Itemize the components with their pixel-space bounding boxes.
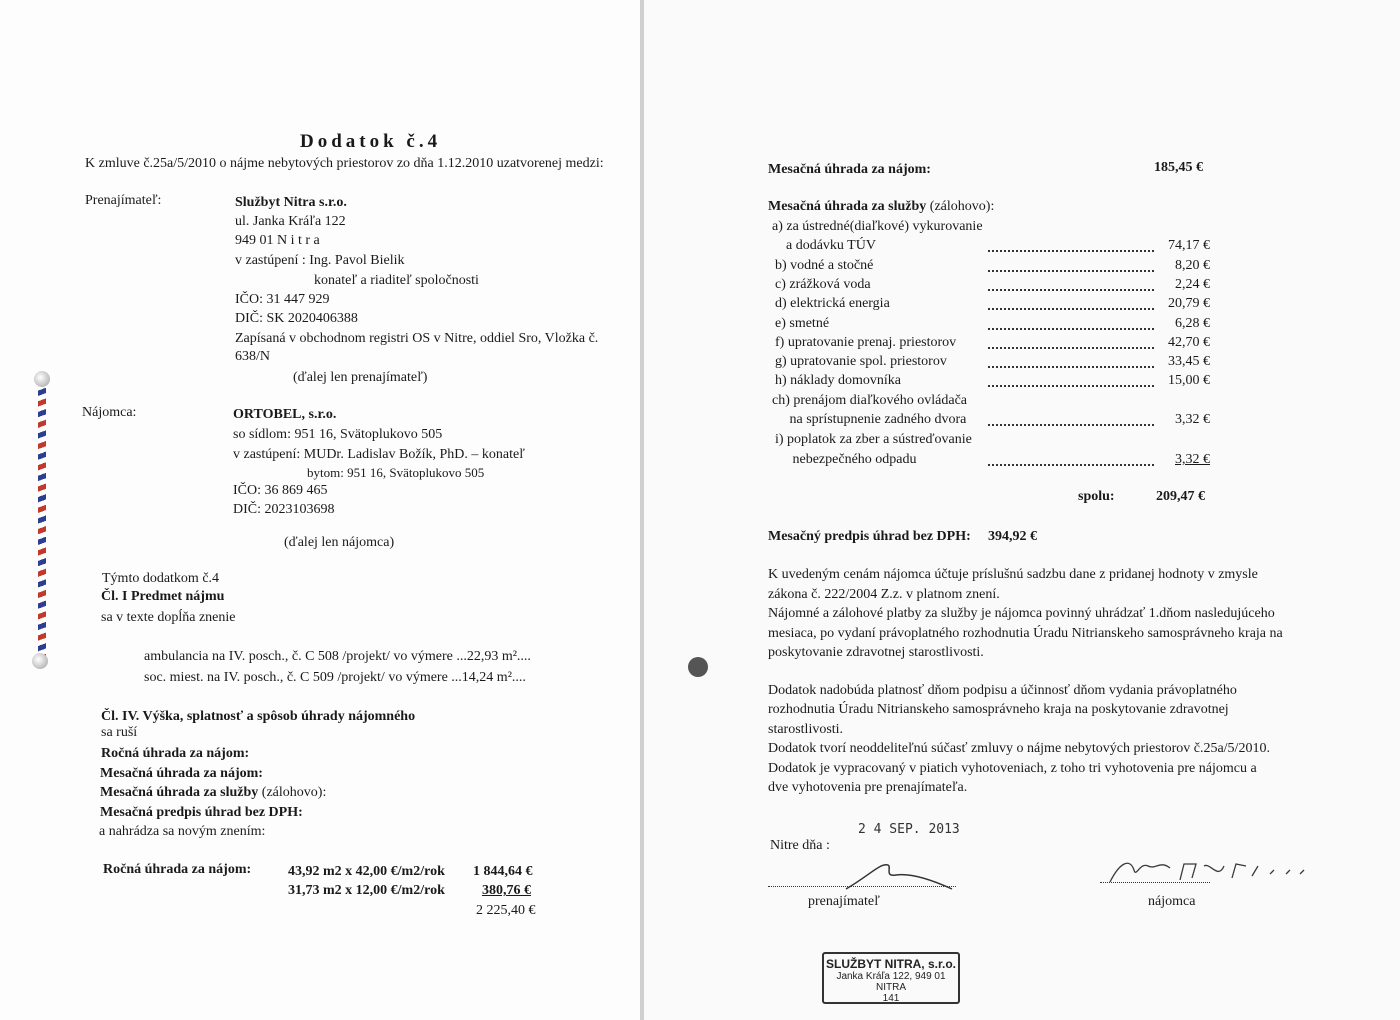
service-value: 74,17 €: [1168, 238, 1210, 253]
lessor-street: ul. Janka Kráľa 122: [235, 214, 346, 229]
service-leader-dots: [988, 424, 1154, 426]
terms-line: poskytovanie zdravotnej starostlivosti.: [768, 645, 984, 660]
signature-scribble-lessor: [840, 855, 960, 895]
old-annual-rent: Ročná úhrada za nájom:: [101, 746, 250, 761]
premises-item-1: ambulancia na IV. posch., č. C 508 /projekt/ vo výmere ...22,93 m²....: [144, 649, 531, 664]
premises-item-2: soc. miest. na IV. posch., č. C 509 /projekt/ vo výmere ...14,24 m²....: [144, 670, 526, 685]
binding-cord: [38, 380, 46, 665]
date-stamp: 2 4 SEP. 2013: [858, 822, 960, 837]
service-label: ch) prenájom diaľkového ovládača: [772, 393, 967, 408]
lessor-role: konateľ a riaditeľ spoločnosti: [314, 273, 479, 288]
lessor-alias: (ďalej len prenajímateľ): [293, 370, 428, 385]
tenant-residence: bytom: 951 16, Svätoplukovo 505: [307, 465, 485, 480]
monthly-rent-value: 185,45 €: [1154, 160, 1203, 175]
annual-row-1-value: 1 844,64 €: [473, 864, 533, 879]
signature-scribble-tenant: [1100, 852, 1310, 892]
service-value: 15,00 €: [1168, 373, 1210, 388]
punch-hole: [688, 657, 708, 677]
annual-total: 2 225,40 €: [476, 903, 536, 918]
left-page: [0, 0, 640, 1020]
services-sum-label: spolu:: [1078, 489, 1115, 504]
terms-line: Dodatok je vypracovaný v piatich vyhotoveniach, z toho tri vyhotovenia pre nájomcu a: [768, 760, 1257, 776]
tenant-seat: so sídlom: 951 16, Svätoplukovo 505: [233, 427, 443, 442]
terms-line: zákona č. 222/2004 Z.z. v platnom znení.: [768, 586, 1000, 602]
intro-text: K zmluve č.25a/5/2010 o nájme nebytových priestorov zo dňa 1.12.2010 uzatvorenej medzi:: [85, 156, 604, 171]
stamp-line-2: Janka Kráľa 122, 949 01 NITRA: [836, 971, 946, 993]
lessor-label: Prenajímateľ:: [85, 193, 162, 208]
service-value: 3,32 €: [1175, 452, 1210, 467]
service-value: 8,20 €: [1175, 258, 1210, 273]
service-leader-dots: [988, 270, 1154, 272]
terms-line: dve vyhotovenia pre prenajímateľa.: [768, 780, 968, 795]
signature-label-lessor: prenajímateľ: [808, 894, 880, 909]
tenant-alias: (ďalej len nájomca): [284, 535, 395, 550]
service-label: na sprístupnenie zadného dvora: [772, 412, 967, 427]
service-label: h) náklady domovníka: [775, 373, 901, 388]
prescription-label: Mesačný predpis úhrad bez DPH:: [768, 529, 971, 544]
service-label: a) za ústredné(diaľkové) vykurovanie: [772, 219, 983, 234]
monthly-rent-label: Mesačná úhrada za nájom:: [768, 162, 931, 177]
tenant-name: ORTOBEL, s.r.o.: [233, 407, 337, 422]
services-label: Mesačná úhrada za služby (zálohovo):: [768, 199, 995, 214]
service-value: 2,24 €: [1175, 277, 1210, 292]
service-leader-dots: [988, 328, 1154, 330]
service-value: 6,28 €: [1175, 316, 1210, 331]
article-1-heading: Čl. I Predmet nájmu: [101, 589, 225, 604]
service-value: 3,32 €: [1175, 412, 1210, 427]
old-monthly-prescription: Mesačná predpis úhrad bez DPH:: [100, 805, 303, 820]
terms-line: Dodatok nadobúda platnosť dňom podpisu a účinnosť dňom vydania právoplatného: [768, 682, 1237, 698]
signature-label-tenant: nájomca: [1148, 894, 1196, 909]
service-leader-dots: [988, 250, 1154, 252]
lessor-register: Zapísaná v obchodnom registri OS v Nitre, oddiel Sro, Vložka č.: [235, 331, 599, 346]
service-leader-dots: [988, 385, 1154, 387]
annual-row-2-calc: 31,73 m2 x 12,00 €/m2/rok: [288, 883, 445, 898]
annual-row-2-value: 380,76 €: [482, 883, 531, 898]
terms-line: Dodatok tvorí neoddeliteľnú súčasť zmluvy o nájme nebytových priestorov č.25a/5/2010.: [768, 741, 1270, 756]
service-leader-dots: [988, 308, 1154, 310]
terms-line: mesiaca, po vydaní právoplatného rozhodnutia Úradu Nitrianskeho samosprávneho kraja na: [768, 625, 1283, 641]
amendment-line: Týmto dodatkom č.4: [102, 571, 220, 586]
service-label: f) upratovanie prenaj. priestorov: [775, 335, 957, 350]
cord-bead-bottom: [32, 653, 48, 669]
stamp-line-3: 141: [882, 993, 900, 1004]
lessor-rep: v zastúpení : Ing. Pavol Bielik: [235, 253, 405, 268]
terms-line: K uvedeným cenám nájomca účtuje príslušnú sadzbu dane z pridanej hodnoty v zmysle: [768, 567, 1258, 582]
service-label: b) vodné a stočné: [775, 258, 874, 273]
service-value: 33,45 €: [1168, 354, 1210, 369]
place-label: Nitre dňa :: [770, 838, 830, 853]
cord-bead-top: [34, 371, 50, 387]
old-monthly-rent: Mesačná úhrada za nájom:: [100, 766, 263, 781]
annual-rent-label: Ročná úhrada za nájom:: [103, 862, 252, 877]
tenant-dic: DIČ: 2023103698: [233, 502, 335, 517]
prescription-value: 394,92 €: [988, 529, 1037, 544]
tenant-rep: v zastúpení: MUDr. Ladislav Božík, PhD. – konateľ: [233, 447, 525, 462]
lessor-name: Službyt Nitra s.r.o.: [235, 195, 347, 210]
service-label: d) elektrická energia: [775, 296, 890, 311]
service-label: nebezpečného odpadu: [775, 452, 917, 467]
service-label: g) upratovanie spol. priestorov: [775, 354, 947, 369]
tenant-label: Nájomca:: [82, 405, 137, 420]
stamp-line-1: SLUŽBYT NITRA, s.r.o.: [825, 957, 956, 971]
document-title: Dodatok č.4: [300, 131, 442, 152]
article-1-sub: sa v texte dopĺňa znenie: [101, 610, 236, 625]
article-4-heading: Čl. IV. Výška, splatnosť a spôsob úhrady nájomného: [101, 709, 416, 724]
service-leader-dots: [988, 347, 1154, 349]
annual-row-1-calc: 43,92 m2 x 42,00 €/m2/rok: [288, 864, 445, 879]
article-4-sub: sa ruší: [101, 725, 138, 740]
service-leader-dots: [988, 289, 1154, 291]
terms-line: starostlivosti.: [768, 721, 844, 737]
service-value: 42,70 €: [1168, 335, 1210, 350]
terms-line: Nájomné a zálohové platby za služby je nájomca povinný uhrádzať 1.dňom nasledujúceho: [768, 606, 1275, 621]
old-monthly-services: Mesačná úhrada za služby (zálohovo):: [100, 785, 327, 800]
tenant-ico: IČO: 36 869 465: [233, 483, 328, 498]
lessor-ico: IČO: 31 447 929: [235, 292, 330, 307]
replacement-line: a nahrádza sa novým znením:: [99, 824, 266, 839]
service-label: c) zrážková voda: [775, 277, 871, 292]
service-label: i) poplatok za zber a sústreďovanie: [775, 432, 972, 447]
lessor-dic: DIČ: SK 2020406388: [235, 311, 358, 326]
service-label: a dodávku TÚV: [772, 238, 876, 253]
service-value: 20,79 €: [1168, 296, 1210, 311]
company-stamp: [822, 952, 960, 1004]
lessor-insert: 638/N: [235, 349, 270, 364]
service-leader-dots: [988, 464, 1154, 466]
lessor-city: 949 01 N i t r a: [235, 233, 320, 248]
service-leader-dots: [988, 366, 1154, 368]
service-label: e) smetné: [775, 316, 830, 331]
terms-line: rozhodnutia Úradu Nitrianskeho samosprávneho kraja na poskytovanie zdravotnej: [768, 702, 1229, 717]
services-sum-value: 209,47 €: [1156, 489, 1205, 504]
